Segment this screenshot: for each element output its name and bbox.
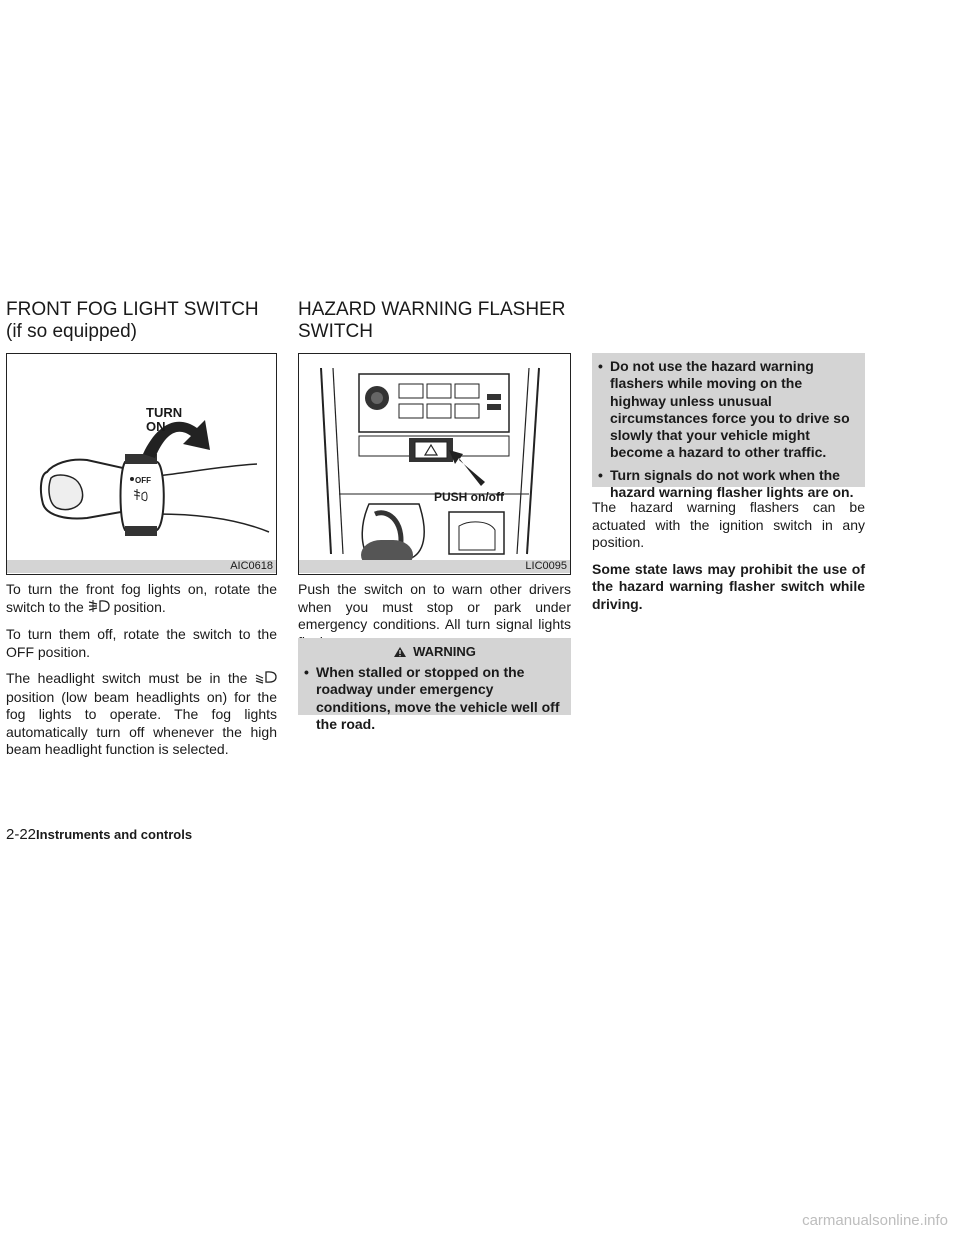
push-label: PUSH on/off [434,490,504,504]
bullet-mark: • [304,664,309,680]
page-number: 2-22 [6,826,37,843]
warning-bullet-item [598,358,859,462]
fog-light-heading-line2: (if so equipped) [6,321,137,342]
section-title: Instruments and controls [36,827,193,842]
watermark-link[interactable]: carmanualsonline.info [802,1212,948,1229]
fog-light-icon [88,599,110,618]
hazard-heading-line2: SWITCH [298,321,373,342]
warning-title: WARNING [413,644,476,659]
low-beam-icon [255,670,277,689]
fog-light-heading [6,299,259,343]
fog-light-body [6,581,277,759]
actuation-paragraph: The hazard warning flashers can be actuated with the ignition switch in any position. [592,499,865,550]
warning-bullet-text-turn-signals: Turn signals do not work when the hazard warning flasher lights are on. [610,466,854,501]
state-laws-paragraph: Some state laws may prohibit the use of the hazard warning flasher switch while driving. [592,560,865,612]
warning-icon [393,646,407,658]
fog-on-text: To turn the front fog lights on, rotate the switch to the [6,581,277,615]
fog-on-text-end: position. [113,598,166,615]
on-label: ON [146,419,166,434]
headlight-requirement-paragraph [6,670,277,759]
turn-label: TURN [146,405,183,420]
fog-on-paragraph [6,581,277,617]
hazard-switch-illustration [298,353,571,575]
fog-switch-illustration [6,353,277,575]
hazard-heading [298,299,565,343]
bullet-mark: • [598,466,603,483]
warning-bullet-text-highway: Do not use the hazard warning flashers while moving on the highway unless unusual circumstances force you to drive so slowly that your vehicle might become a hazard to other traffic. [610,358,850,461]
center-console-drawing [299,354,570,574]
bullet-mark: • [598,358,603,374]
fog-off-paragraph: To turn them off, rotate the switch to the OFF position. [6,626,277,660]
turn-signal-stalk-drawing [7,354,276,574]
warning-bullet-item [304,664,565,733]
hazard-body-continued [592,499,865,613]
headlight-text: The headlight switch must be in the [6,670,248,687]
figure-code: LIC0095 [299,560,570,573]
page-footer [6,826,192,843]
warning-header [298,644,571,659]
figure-code: AIC0618 [7,560,276,573]
off-label: OFF [135,476,151,485]
hazard-warning-continued-box [592,353,865,501]
hazard-heading-line1: HAZARD WARNING FLASHER [298,299,566,320]
warning-bullet-item [598,467,859,502]
warning-bullet-text: When stalled or stopped on the roadway under emergency conditions, move the vehicle well off the road. [316,664,560,732]
warning-box [298,638,571,732]
headlight-text-end: position (low beam headlights on) for the fog lights to operate. The fog lights automatically turn off whenever the high beam headlight function is selected. [6,688,277,758]
hazard-intro-paragraph: Push the switch on to warn other drivers when you must stop or park under emergency conditions. All turn signal lights [298,581,571,632]
fog-light-heading-line1: FRONT FOG LIGHT SWITCH [6,299,259,320]
